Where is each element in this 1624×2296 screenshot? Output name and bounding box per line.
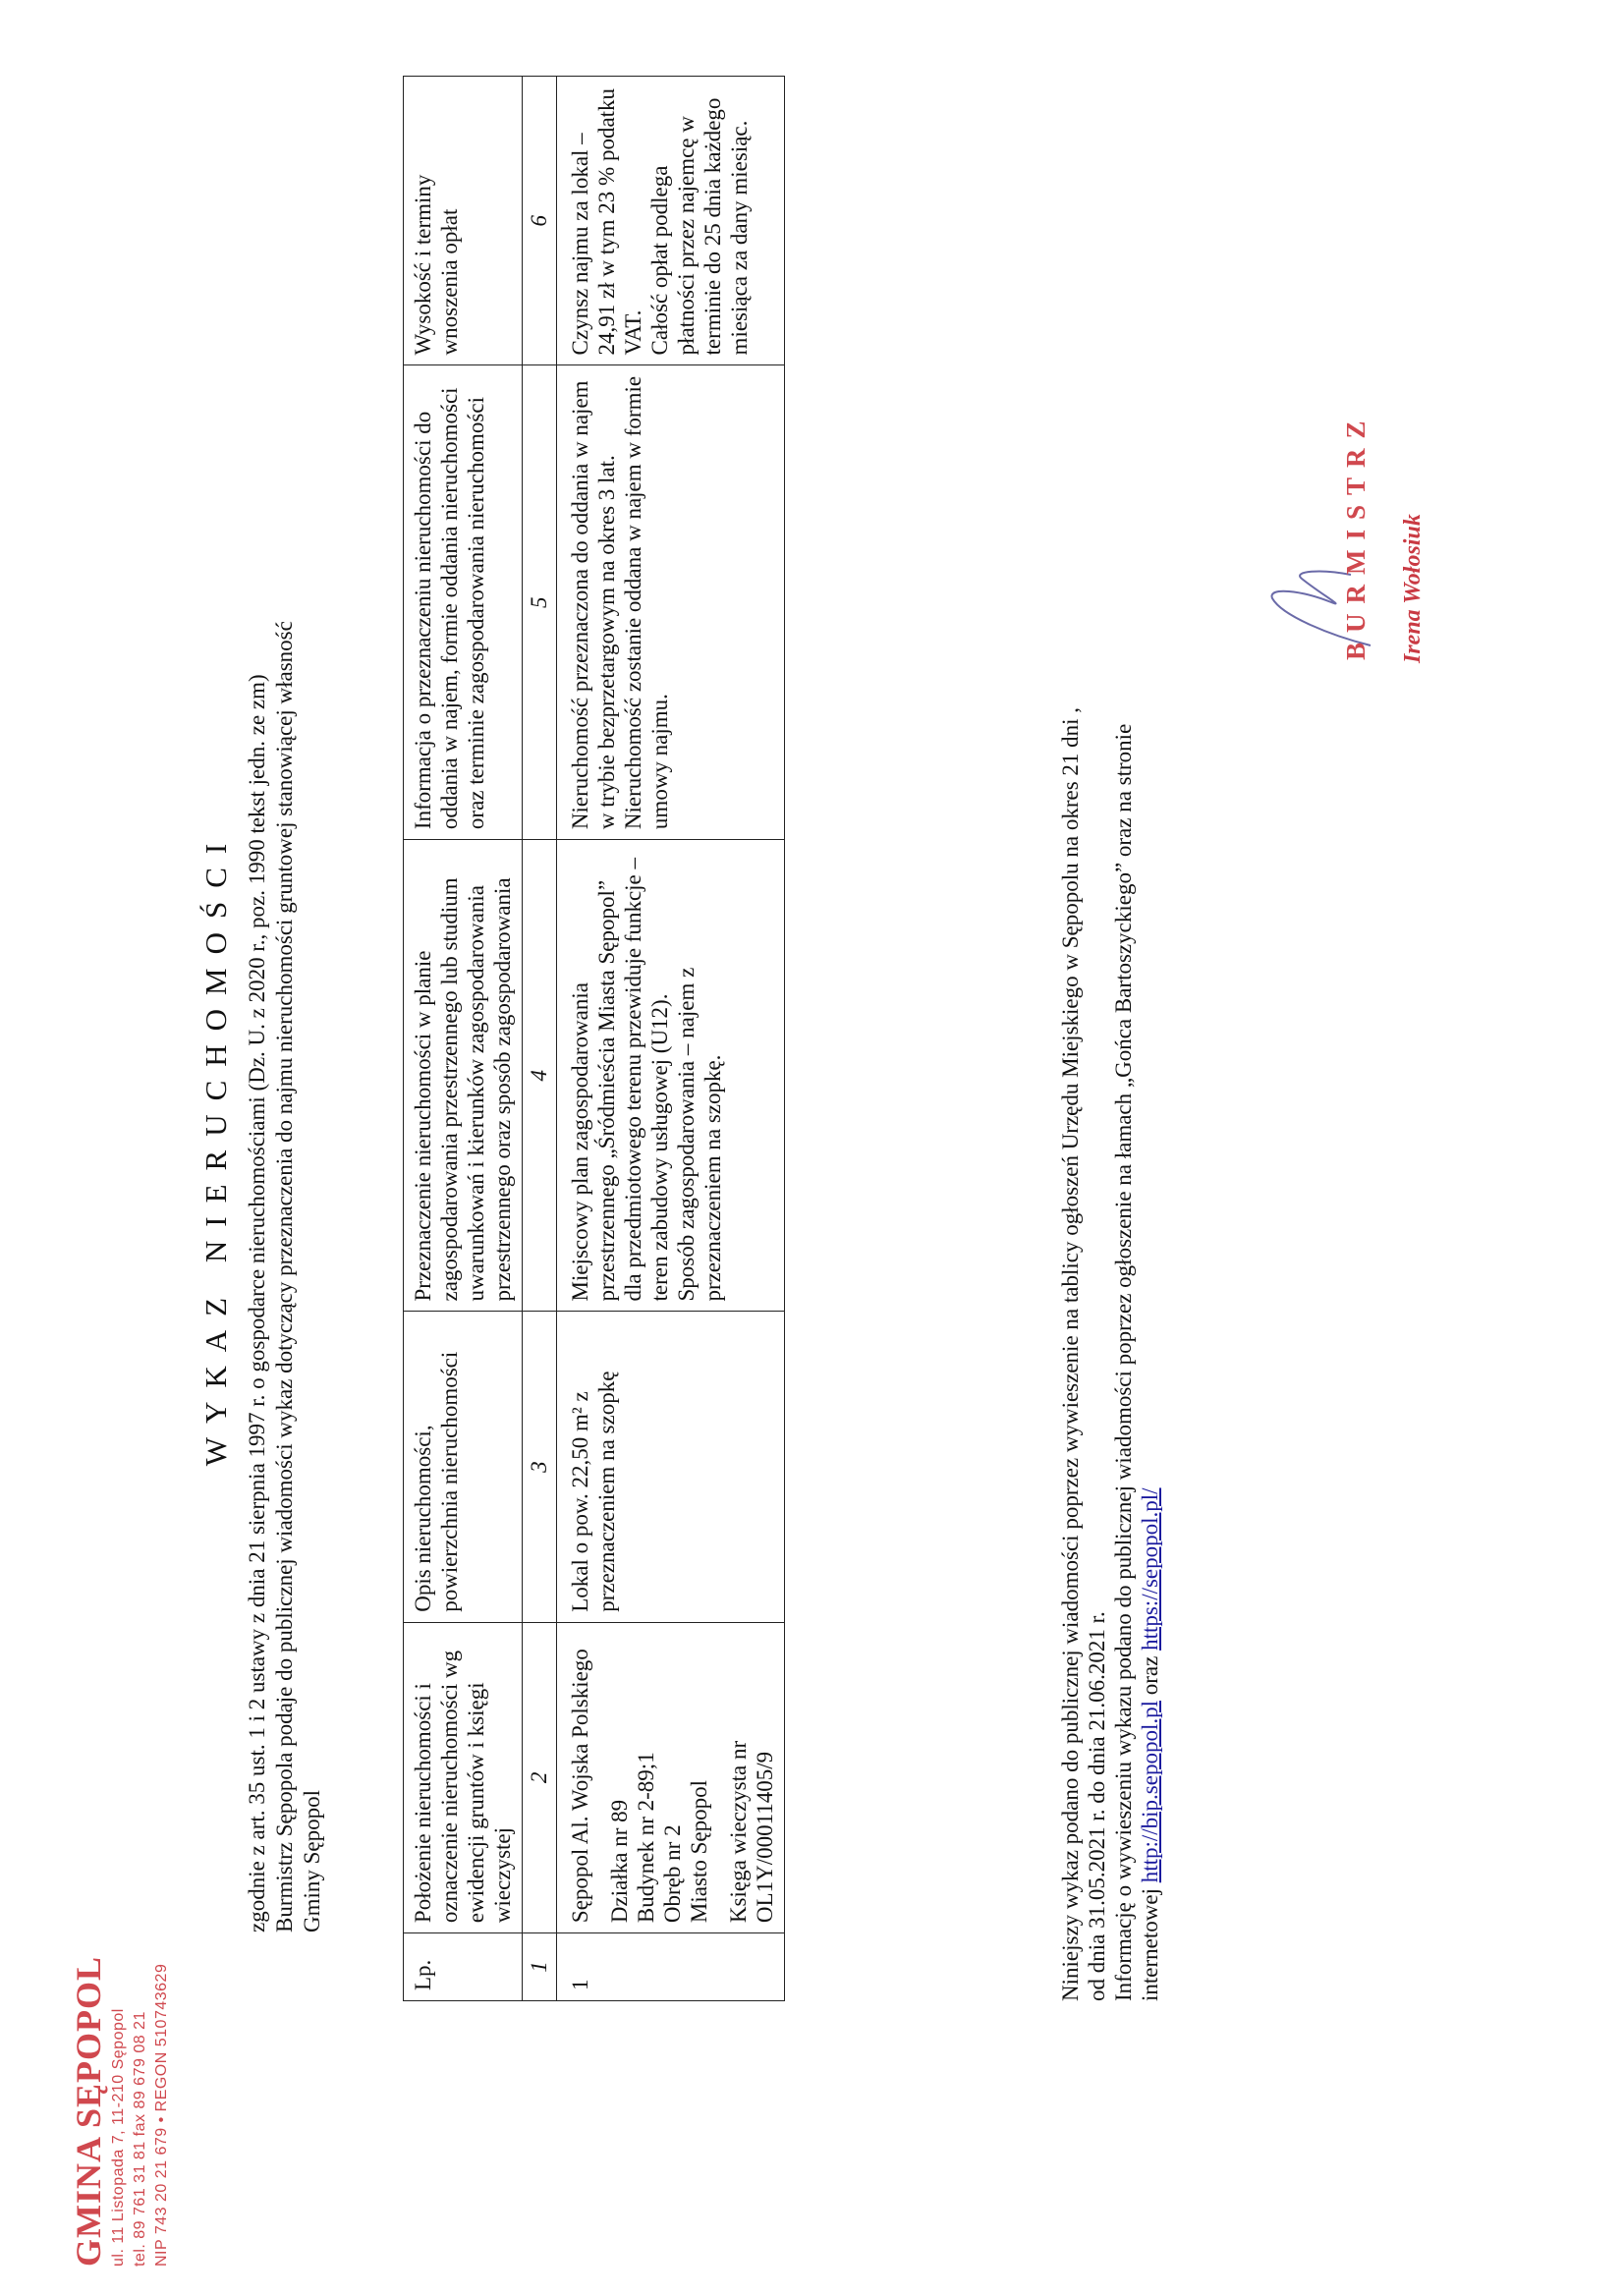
fees-terms: Całość opłat podlega płatności przez najemcę w terminie do 25 dnia każdego miesiąca za dany miesiąc. [647,97,752,356]
property-table-wrapper [403,76,785,2001]
table-row [557,77,785,2001]
cell-purpose [557,840,785,1312]
cell-lp: 1 [557,1933,785,2001]
column-number-row [523,77,557,2001]
header-description: Opis nieruchomości, powierzchnia nieruchomości [404,1312,523,1622]
column-number: 5 [523,365,557,840]
location-address: Sępopol Al. Wojska Polskiego [568,1649,592,1924]
mayor-signature-stamp [1341,223,1479,685]
location-land-register: Księga wieczysta nr OL1Y/00011405/9 [726,1740,777,1924]
location-parcel: Działka nr 89 [607,1799,632,1924]
cell-fees [557,77,785,365]
cell-description: Lokal o pow. 22,50 m² z przeznaczeniem na szopkę [557,1312,785,1622]
signature-name: Irena Wołosiuk [1400,514,1426,663]
location-town: Miasto Sępopol [687,1780,711,1924]
signature-title: BURMISTRZ [1341,411,1371,660]
column-number: 3 [523,1312,557,1622]
column-number: 6 [523,77,557,365]
letterhead-stamp [69,1913,173,2267]
intro-paragraph [244,135,326,1932]
tax-id-line: NIP 743 20 21 679 • REGON 510743629 [153,1963,170,2267]
footer-line-links [1137,135,1163,2001]
publication-note [1057,135,1163,2001]
phone-line: tel. 89 761 31 81 fax 89 679 08 21 [132,2011,148,2267]
header-purpose: Przeznaczenie nieruchomości w planie zagospodarowania przestrzennego lub studium uwarunkowań i kierunków zagospodarowania przestrzennego oraz sposób zagospodarowania [404,840,523,1312]
table-header-row [404,77,523,2001]
intro-line: Gminy Sępopol [300,1789,324,1932]
header-lease-info: Informacja o przeznaczeniu nieruchomości do oddania w najem, formie oddania nieruchomości oraz terminie zagospodarowania nieruchomości [404,365,523,840]
footer-line: od dnia 31.05.2021 r. do dnia 21.06.2021 r. [1085,1611,1109,2001]
footer-conjunction: oraz [1138,1655,1162,1696]
address-line: ul. 11 Listopada 7, 11-210 Sępopol [110,2008,127,2267]
property-table [403,76,785,2001]
website-link[interactable]: https://sepopol.pl/ [1138,1487,1162,1651]
header-location: Położenie nieruchomości i oznaczenie nieruchomości wg ewidencji gruntów i księgi wieczystej [404,1622,523,1932]
footer-line: Niniejszy wykaz podano do publicznej wiadomości poprzez wywieszenie na tablicy ogłoszeń Urzędu Miejskiego w Sępopolu na okres 21 dni , [1058,706,1083,2001]
footer-prefix: internetowej [1138,1888,1162,2001]
cell-location [557,1622,785,1932]
purpose-plan: Miejscowy plan zagospodarowania przestrzennego „Śródmieścia Miasta Sępopol” dla przedmiotowego terenu przewiduje funkcje – teren zabudowy usługowej (U12). [568,857,672,1302]
column-number: 1 [523,1933,557,2001]
location-building: Budynek nr 2-89;1 [634,1752,658,1924]
purpose-use: Sposób zagospodarowania – najem z przeznaczeniem na szopkę. [674,967,725,1302]
footer-line: Informację o wywieszeniu wykazu podano do publicznej wiadomości poprzez ogłoszenie na łamach „Gońca Bartoszyckiego” oraz na stronie [1111,723,1136,2001]
cell-lease-info: Nieruchomość przeznaczona do oddania w najem w trybie bezprzetargowym na okres 3 lat. Nieruchomość zostanie oddana w najem w formie umowy najmu. [557,365,785,840]
column-number: 2 [523,1622,557,1932]
municipality-name: GMINA SĘPOPOL [69,1955,108,2267]
document-title: WYKAZ NIERUCHOMOŚCI [198,829,233,1467]
fees-rent: Czynsz najmu za lokal – 24,91 zł w tym 23 % podatku VAT. [568,87,645,356]
intro-line: Burmistrz Sępopola podaje do publicznej wiadomości wykaz dotyczący przeznaczenia do najmu nieruchomości gruntowej stanowiącej własność [272,621,297,1932]
location-precinct: Obręb nr 2 [660,1824,685,1924]
column-number: 4 [523,840,557,1312]
header-fees: Wysokość i terminy wnoszenia opłat [404,77,523,365]
header-lp: Lp. [404,1933,523,2001]
bip-link[interactable]: http://bip.sepopol.pl [1138,1701,1162,1883]
intro-line: zgodnie z art. 35 ust. 1 i 2 ustawy z dnia 21 sierpnia 1997 r. o gospodarce nieruchomościami (Dz. U. z 2020 r., poz. 1990 tekst jedn. ze zm) [245,674,269,1932]
